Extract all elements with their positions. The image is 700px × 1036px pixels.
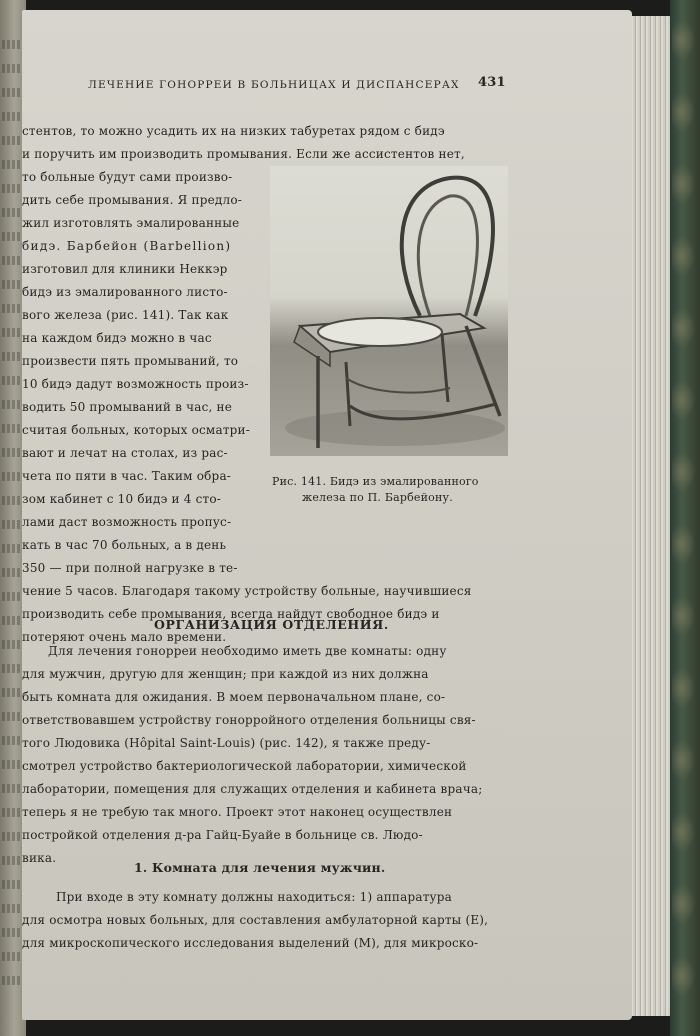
cover-marbling: [672, 308, 696, 348]
section-line: Для лечения гонорреи необходимо иметь две комнаты: одну: [48, 644, 447, 658]
previous-page-text-fragment: [2, 592, 22, 601]
cover-marbling: [672, 596, 696, 636]
final-line: для осмотра новых больных, для составления амбулаторной карты (E),: [22, 913, 489, 927]
section-line: для мужчин, другую для женщин; при каждой из них должна: [22, 667, 429, 681]
previous-page-text-fragment: [2, 40, 22, 49]
figure-caption-line: Рис. 141. Бидэ из эмалированного: [272, 475, 479, 488]
previous-page-text-fragment: [2, 520, 22, 529]
previous-page-text-fragment: [2, 544, 22, 553]
figure-caption-line: железа по П. Барбейону.: [302, 491, 453, 504]
body-line: водить 50 промываний в час, не: [22, 400, 233, 414]
running-header: ЛЕЧЕНИЕ ГОНОРРЕИ В БОЛЬНИЦАХ И ДИСПАНСЕРАХ: [88, 79, 460, 91]
page-number: 431: [478, 75, 506, 90]
body-line: произвести пять промываний, то: [22, 354, 239, 368]
previous-page-text-fragment: [2, 280, 22, 289]
previous-page-text-fragment: [2, 424, 22, 433]
previous-page-text-fragment: [2, 136, 22, 145]
body-line: на каждом бидэ можно в час: [22, 331, 212, 345]
section-line: того Людовика (Hôpital Saint-Louis) (рис. 142), я также преду-: [22, 736, 431, 750]
previous-page-text-fragment: [2, 400, 22, 409]
previous-page-text-fragment: [2, 208, 22, 217]
cover-marbling: [672, 452, 696, 492]
previous-page-text-fragment: [2, 160, 22, 169]
body-line: то больные будут сами произво-: [22, 170, 233, 184]
body-line: чета по пяти в час. Таким обра-: [22, 469, 232, 483]
body-line: производить себе промывания, всегда найдут свободное бидэ и: [22, 607, 440, 621]
previous-page-text-fragment: [2, 472, 22, 481]
previous-page-text-fragment: [2, 856, 22, 865]
body-line: кать в час 70 больных, а в день: [22, 538, 227, 552]
cover-marbling: [672, 668, 696, 708]
cover-marbling: [672, 380, 696, 420]
previous-page-text-fragment: [2, 448, 22, 457]
previous-page-text-fragment: [2, 184, 22, 193]
body-line: жил изготовлять эмалированные: [22, 216, 240, 230]
section-line: быть комната для ожидания. В моем первоначальном плане, со-: [22, 690, 446, 704]
body-line: дить себе промывания. Я предло-: [22, 193, 243, 207]
subsection-heading: 1. Комната для лечения мужчин.: [134, 860, 386, 875]
previous-page-text-fragment: [2, 304, 22, 313]
previous-page-text-fragment: [2, 880, 22, 889]
previous-page-text-fragment: [2, 88, 22, 97]
cover-marbling: [672, 236, 696, 276]
body-line: вают и лечат на столах, из рас-: [22, 446, 228, 460]
body-line: стентов, то можно усадить их на низких табуретах рядом с бидэ: [22, 124, 445, 138]
body-line: чение 5 часов. Благодаря такому устройству больные, научившиеся: [22, 584, 472, 598]
body-line: 350 — при полной нагрузке в те-: [22, 561, 238, 575]
final-line: для микроскопического исследования выделений (M), для микроско-: [22, 936, 479, 950]
bidet-chair-illustration: [270, 166, 508, 456]
cover-marbling: [672, 524, 696, 564]
body-line: зом кабинет с 10 бидэ и 4 сто-: [22, 492, 222, 506]
previous-page-text-fragment: [2, 976, 22, 985]
section-line: вика.: [22, 851, 57, 865]
previous-page-text-fragment: [2, 352, 22, 361]
previous-page-text-fragment: [2, 952, 22, 961]
body-line: бидэ. Барбейон (Barbellion): [22, 239, 232, 253]
previous-page-text-fragment: [2, 640, 22, 649]
section-line: лаборатории, помещения для служащих отделения и кабинета врача;: [22, 782, 483, 796]
previous-page-text-fragment: [2, 256, 22, 265]
cover-marbling: [672, 884, 696, 924]
previous-page-text-fragment: [2, 496, 22, 505]
body-line: изготовил для клиники Неккэр: [22, 262, 228, 276]
body-line: потеряют очень мало времени.: [22, 630, 227, 644]
cover-marbling: [672, 20, 696, 60]
section-line: ответствовавшем устройству гонорройного отделения больницы свя-: [22, 713, 476, 727]
previous-page-text-fragment: [2, 664, 22, 673]
body-line: 10 бидэ дадут возможность произ-: [22, 377, 249, 391]
cover-marbling: [672, 92, 696, 132]
previous-page-text-fragment: [2, 760, 22, 769]
body-line: бидэ из эмалированного листо-: [22, 285, 228, 299]
previous-page-text-fragment: [2, 784, 22, 793]
previous-page-text-fragment: [2, 928, 22, 937]
previous-page-text-fragment: [2, 64, 22, 73]
cover-marbling: [672, 812, 696, 852]
previous-page-text-fragment: [2, 736, 22, 745]
cover-marbling: [672, 956, 696, 996]
section-line: постройкой отделения д-ра Гайц-Буайе в больнице св. Людо-: [22, 828, 423, 842]
book-page: [22, 10, 632, 1020]
previous-page-text-fragment: [2, 808, 22, 817]
previous-page-text-fragment: [2, 712, 22, 721]
previous-page-text-fragment: [2, 376, 22, 385]
final-line: При входе в эту комнату должны находиться: 1) аппаратура: [56, 890, 453, 904]
previous-page-text-fragment: [2, 232, 22, 241]
body-line: лами даст возможность пропус-: [22, 515, 232, 529]
body-line: и поручить им производить промывания. Если же ассистентов нет,: [22, 147, 465, 161]
section-line: смотрел устройство бактериологической лаборатории, химической: [22, 759, 467, 773]
section-heading: ОРГАНИЗАЦИЯ ОТДЕЛЕНИЯ.: [154, 617, 389, 632]
section-line: теперь я не требую так много. Проект этот наконец осуществлен: [22, 805, 453, 819]
previous-page-text-fragment: [2, 904, 22, 913]
page-stack-edge: [628, 16, 672, 1016]
previous-page-text-fragment: [2, 568, 22, 577]
figure-bidet-chair: [270, 166, 508, 456]
previous-page-text-fragment: [2, 328, 22, 337]
cover-marbling: [672, 740, 696, 780]
previous-page-text-fragment: [2, 832, 22, 841]
cover-marbling: [672, 164, 696, 204]
previous-page-text-fragment: [2, 616, 22, 625]
body-line: считая больных, которых осматри-: [22, 423, 250, 437]
previous-page-text-fragment: [2, 112, 22, 121]
previous-page-text-fragment: [2, 688, 22, 697]
body-line: вого железа (рис. 141). Так как: [22, 308, 229, 322]
book-cover: [670, 0, 700, 1036]
